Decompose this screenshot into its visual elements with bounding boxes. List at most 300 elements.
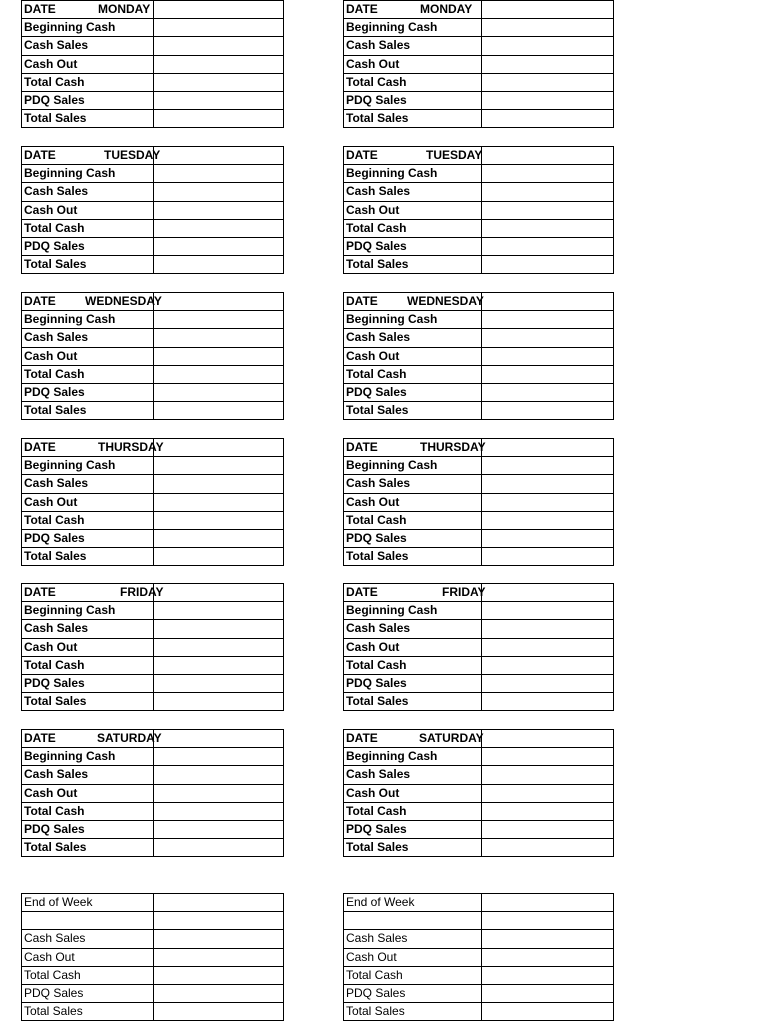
value-cell[interactable] — [154, 967, 284, 984]
value-cell[interactable] — [154, 930, 284, 947]
day-block-saturday-right — [343, 729, 614, 857]
row-label: Cash Sales — [344, 183, 482, 200]
value-cell[interactable] — [482, 693, 614, 710]
row-label: Beginning Cash — [344, 165, 482, 182]
value-cell[interactable] — [482, 894, 614, 911]
pdq-sales-row — [344, 530, 614, 548]
total-sales-row — [22, 110, 284, 128]
day-block-friday-right — [343, 583, 614, 711]
row-label: Total Cash — [344, 366, 482, 383]
row-label: Total Sales — [344, 548, 482, 565]
day-block-friday-left — [21, 583, 284, 711]
date-row — [22, 439, 284, 457]
total-sales-row — [344, 548, 614, 566]
cash-sales-row — [344, 620, 614, 638]
day-name: SATURDAY — [419, 731, 484, 745]
value-cell[interactable] — [154, 74, 284, 91]
value-cell[interactable] — [154, 839, 284, 856]
beginning-cash-row — [344, 748, 614, 766]
value-cell[interactable] — [482, 930, 614, 947]
cash-sales-row — [22, 620, 284, 638]
cash-out-row — [344, 56, 614, 74]
beginning-cash-row — [344, 602, 614, 620]
row-label: Total Cash — [344, 74, 482, 91]
day-name: THURSDAY — [420, 440, 486, 454]
total-cash-row — [344, 967, 614, 985]
value-cell[interactable] — [154, 238, 284, 255]
row-label: PDQ Sales — [344, 821, 482, 838]
row-label: PDQ Sales — [344, 92, 482, 109]
value-cell[interactable] — [154, 693, 284, 710]
row-label: DATE — [22, 1, 154, 18]
row-label: Cash Sales — [22, 475, 154, 492]
day-block-tuesday-left — [21, 146, 284, 274]
row-label: Cash Out — [22, 639, 154, 656]
row-label: End of Week — [22, 894, 154, 911]
row-label: Beginning Cash — [344, 457, 482, 474]
date-row — [22, 147, 284, 165]
cash-out-row — [344, 639, 614, 657]
pdq-sales-row — [344, 821, 614, 839]
beginning-cash-row — [22, 602, 284, 620]
end-of-week-row — [344, 894, 614, 912]
total-cash-row — [344, 220, 614, 238]
value-cell[interactable] — [154, 202, 284, 219]
day-name: TUESDAY — [426, 148, 483, 162]
value-cell[interactable] — [482, 110, 614, 127]
value-cell[interactable] — [154, 821, 284, 838]
row-label: Total Cash — [344, 512, 482, 529]
row-label: Total Cash — [22, 220, 154, 237]
beginning-cash-row — [22, 457, 284, 475]
pdq-sales-row — [22, 821, 284, 839]
date-row — [344, 730, 614, 748]
value-cell[interactable] — [154, 548, 284, 565]
value-cell[interactable] — [154, 348, 284, 365]
date-row — [344, 584, 614, 602]
row-label: Beginning Cash — [22, 165, 154, 182]
row-label: PDQ Sales — [344, 675, 482, 692]
row-label: Beginning Cash — [22, 311, 154, 328]
row-label: Cash Sales — [344, 620, 482, 637]
value-cell[interactable] — [154, 183, 284, 200]
row-label: Cash Out — [22, 494, 154, 511]
value-cell[interactable] — [482, 548, 614, 565]
cash-sales-row — [344, 475, 614, 493]
row-label: DATE — [344, 730, 482, 747]
beginning-cash-row — [22, 311, 284, 329]
row-label: PDQ Sales — [22, 821, 154, 838]
total-sales-row — [344, 693, 614, 711]
value-cell[interactable] — [482, 366, 614, 383]
cash-sales-row — [22, 183, 284, 201]
date-row — [344, 147, 614, 165]
row-label: PDQ Sales — [22, 384, 154, 401]
row-label: Total Cash — [22, 74, 154, 91]
day-block-thursday-left — [21, 438, 284, 566]
row-label — [22, 912, 154, 929]
total-cash-row — [22, 967, 284, 985]
row-label: Cash Out — [344, 56, 482, 73]
row-label: PDQ Sales — [344, 384, 482, 401]
value-cell[interactable] — [482, 530, 614, 547]
row-label: DATE — [22, 293, 154, 310]
pdq-sales-row — [344, 384, 614, 402]
total-cash-row — [344, 74, 614, 92]
total-sales-row — [22, 548, 284, 566]
row-label: Cash Sales — [22, 930, 154, 947]
date-row — [22, 584, 284, 602]
date-row — [344, 293, 614, 311]
pdq-sales-row — [22, 985, 284, 1003]
total-sales-row — [22, 1003, 284, 1021]
value-cell[interactable] — [154, 985, 284, 1002]
row-label: Total Sales — [344, 693, 482, 710]
total-sales-row — [344, 110, 614, 128]
row-label: PDQ Sales — [22, 530, 154, 547]
beginning-cash-row — [22, 748, 284, 766]
beginning-cash-row — [344, 19, 614, 37]
cash-out-row — [344, 202, 614, 220]
row-label: Cash Sales — [22, 766, 154, 783]
total-sales-row — [22, 839, 284, 857]
total-sales-row — [344, 256, 614, 274]
row-label: Total Sales — [344, 839, 482, 856]
value-cell[interactable] — [154, 457, 284, 474]
row-label: Beginning Cash — [344, 602, 482, 619]
day-name: WEDNESDAY — [407, 294, 484, 308]
total-sales-row — [344, 402, 614, 420]
row-label: Total Cash — [22, 366, 154, 383]
value-cell[interactable] — [482, 584, 614, 601]
value-cell[interactable] — [482, 348, 614, 365]
value-cell[interactable] — [482, 92, 614, 109]
end-of-week-row — [22, 894, 284, 912]
value-cell[interactable] — [482, 74, 614, 91]
row-label: PDQ Sales — [22, 675, 154, 692]
beginning-cash-row — [22, 165, 284, 183]
row-label: DATE — [344, 584, 482, 601]
value-cell[interactable] — [482, 475, 614, 492]
value-cell[interactable] — [482, 803, 614, 820]
value-cell[interactable] — [154, 657, 284, 674]
row-label: PDQ Sales — [22, 985, 154, 1002]
row-label: Beginning Cash — [22, 602, 154, 619]
beginning-cash-row — [344, 165, 614, 183]
day-block-tuesday-right — [343, 146, 614, 274]
row-label: Cash Out — [344, 949, 482, 966]
day-name: FRIDAY — [442, 585, 486, 599]
row-label: Total Cash — [22, 512, 154, 529]
day-block-wednesday-right — [343, 292, 614, 420]
value-cell[interactable] — [482, 730, 614, 747]
pdq-sales-row — [22, 675, 284, 693]
blank-row — [344, 912, 614, 930]
day-block-monday-left — [21, 0, 284, 128]
row-label: Cash Out — [344, 494, 482, 511]
total-cash-row — [22, 220, 284, 238]
value-cell[interactable] — [482, 1, 614, 18]
row-label: DATE — [22, 147, 154, 164]
total-cash-row — [344, 366, 614, 384]
row-label: Cash Sales — [344, 37, 482, 54]
value-cell[interactable] — [154, 530, 284, 547]
beginning-cash-row — [344, 457, 614, 475]
cash-sales-row — [22, 37, 284, 55]
day-name: SATURDAY — [97, 731, 162, 745]
day-name: FRIDAY — [120, 585, 164, 599]
row-label: Total Sales — [22, 402, 154, 419]
value-cell[interactable] — [482, 457, 614, 474]
pdq-sales-row — [344, 985, 614, 1003]
pdq-sales-row — [344, 92, 614, 110]
value-cell[interactable] — [482, 785, 614, 802]
row-label — [344, 912, 482, 929]
total-cash-row — [22, 803, 284, 821]
date-row — [22, 730, 284, 748]
row-label: Cash Sales — [344, 930, 482, 947]
cash-out-row — [22, 494, 284, 512]
cash-out-row — [22, 785, 284, 803]
row-label: Cash Out — [22, 348, 154, 365]
value-cell[interactable] — [482, 311, 614, 328]
row-label: Cash Sales — [344, 329, 482, 346]
row-label: Total Sales — [344, 402, 482, 419]
value-cell[interactable] — [154, 620, 284, 637]
day-block-monday-right — [343, 0, 614, 128]
value-cell[interactable] — [482, 512, 614, 529]
cash-out-row — [22, 202, 284, 220]
value-cell[interactable] — [482, 293, 614, 310]
value-cell[interactable] — [482, 56, 614, 73]
value-cell[interactable] — [482, 329, 614, 346]
row-label: Total Sales — [22, 548, 154, 565]
cash-out-row — [22, 348, 284, 366]
value-cell[interactable] — [154, 949, 284, 966]
value-cell[interactable] — [482, 183, 614, 200]
total-cash-row — [344, 512, 614, 530]
value-cell[interactable] — [154, 384, 284, 401]
value-cell[interactable] — [154, 147, 284, 164]
value-cell[interactable] — [482, 985, 614, 1002]
row-label: Beginning Cash — [22, 457, 154, 474]
cash-sales-row — [22, 766, 284, 784]
value-cell[interactable] — [154, 165, 284, 182]
row-label: DATE — [344, 1, 482, 18]
total-cash-row — [344, 657, 614, 675]
end-of-week-block-right — [343, 893, 614, 1021]
value-cell[interactable] — [482, 402, 614, 419]
cash-sales-row — [344, 766, 614, 784]
row-label: Total Cash — [22, 803, 154, 820]
value-cell[interactable] — [154, 402, 284, 419]
value-cell[interactable] — [154, 256, 284, 273]
cash-sales-row — [344, 183, 614, 201]
row-label: PDQ Sales — [344, 530, 482, 547]
total-sales-row — [22, 693, 284, 711]
value-cell[interactable] — [482, 37, 614, 54]
value-cell[interactable] — [482, 19, 614, 36]
value-cell[interactable] — [482, 494, 614, 511]
row-label: Beginning Cash — [344, 311, 482, 328]
value-cell[interactable] — [482, 748, 614, 765]
row-label: Total Cash — [22, 657, 154, 674]
value-cell[interactable] — [154, 584, 284, 601]
row-label: Cash Out — [22, 949, 154, 966]
value-cell[interactable] — [154, 894, 284, 911]
row-label: Cash Sales — [344, 766, 482, 783]
row-label: Total Cash — [344, 657, 482, 674]
total-cash-row — [22, 74, 284, 92]
pdq-sales-row — [22, 384, 284, 402]
value-cell[interactable] — [154, 675, 284, 692]
row-label: Beginning Cash — [344, 748, 482, 765]
row-label: Total Cash — [344, 803, 482, 820]
total-sales-row — [22, 256, 284, 274]
value-cell[interactable] — [482, 1003, 614, 1020]
value-cell[interactable] — [482, 949, 614, 966]
value-cell[interactable] — [482, 439, 614, 456]
row-label: Total Sales — [344, 1003, 482, 1020]
row-label: Total Sales — [22, 693, 154, 710]
day-name: TUESDAY — [104, 148, 161, 162]
value-cell[interactable] — [154, 439, 284, 456]
value-cell[interactable] — [154, 1003, 284, 1020]
row-label: Beginning Cash — [22, 748, 154, 765]
value-cell[interactable] — [482, 220, 614, 237]
end-of-week-block-left — [21, 893, 284, 1021]
value-cell[interactable] — [482, 620, 614, 637]
value-cell[interactable] — [482, 165, 614, 182]
value-cell[interactable] — [154, 748, 284, 765]
value-cell[interactable] — [154, 293, 284, 310]
value-cell[interactable] — [482, 766, 614, 783]
row-label: DATE — [22, 730, 154, 747]
row-label: Total Sales — [344, 110, 482, 127]
row-label: Cash Sales — [22, 620, 154, 637]
row-label: Cash Out — [22, 785, 154, 802]
total-cash-row — [22, 366, 284, 384]
pdq-sales-row — [22, 238, 284, 256]
beginning-cash-row — [22, 19, 284, 37]
value-cell[interactable] — [154, 56, 284, 73]
total-sales-row — [22, 402, 284, 420]
row-label: DATE — [22, 439, 154, 456]
value-cell[interactable] — [482, 202, 614, 219]
total-cash-row — [344, 803, 614, 821]
row-label: Cash Sales — [22, 37, 154, 54]
value-cell[interactable] — [482, 821, 614, 838]
value-cell[interactable] — [482, 839, 614, 856]
value-cell[interactable] — [154, 912, 284, 929]
value-cell[interactable] — [482, 675, 614, 692]
value-cell[interactable] — [154, 475, 284, 492]
pdq-sales-row — [344, 238, 614, 256]
value-cell[interactable] — [482, 384, 614, 401]
row-label: DATE — [344, 439, 482, 456]
value-cell[interactable] — [154, 329, 284, 346]
pdq-sales-row — [22, 92, 284, 110]
total-sales-row — [344, 839, 614, 857]
value-cell[interactable] — [482, 147, 614, 164]
row-label: DATE — [22, 584, 154, 601]
cash-out-row — [344, 949, 614, 967]
row-label: Cash Out — [22, 56, 154, 73]
row-label: Cash Sales — [344, 475, 482, 492]
value-cell[interactable] — [154, 220, 284, 237]
row-label: PDQ Sales — [344, 985, 482, 1002]
row-label: Total Sales — [22, 1003, 154, 1020]
row-label: Total Cash — [344, 967, 482, 984]
row-label: Cash Out — [22, 202, 154, 219]
total-sales-row — [344, 1003, 614, 1021]
row-label: Cash Sales — [22, 183, 154, 200]
value-cell[interactable] — [154, 730, 284, 747]
blank-row — [22, 912, 284, 930]
row-label: Cash Out — [344, 785, 482, 802]
row-label: End of Week — [344, 894, 482, 911]
row-label: Total Sales — [22, 839, 154, 856]
day-name: MONDAY — [420, 2, 473, 16]
value-cell[interactable] — [154, 639, 284, 656]
value-cell[interactable] — [154, 92, 284, 109]
value-cell[interactable] — [482, 256, 614, 273]
cash-sales-row — [344, 930, 614, 948]
value-cell[interactable] — [482, 967, 614, 984]
value-cell[interactable] — [154, 494, 284, 511]
pdq-sales-row — [22, 530, 284, 548]
cash-sales-row — [344, 329, 614, 347]
value-cell[interactable] — [154, 512, 284, 529]
row-label: Cash Sales — [22, 329, 154, 346]
cash-sales-row — [22, 475, 284, 493]
day-name: WEDNESDAY — [85, 294, 162, 308]
value-cell[interactable] — [482, 657, 614, 674]
day-block-thursday-right — [343, 438, 614, 566]
value-cell[interactable] — [154, 602, 284, 619]
value-cell[interactable] — [154, 366, 284, 383]
row-label: Total Cash — [22, 967, 154, 984]
row-label: Total Sales — [22, 110, 154, 127]
row-label: Cash Out — [344, 348, 482, 365]
row-label: Cash Out — [344, 202, 482, 219]
value-cell[interactable] — [482, 912, 614, 929]
total-cash-row — [22, 512, 284, 530]
value-cell[interactable] — [154, 37, 284, 54]
row-label: DATE — [344, 293, 482, 310]
cash-sales-row — [22, 329, 284, 347]
date-row — [22, 293, 284, 311]
value-cell[interactable] — [154, 1, 284, 18]
value-cell[interactable] — [154, 19, 284, 36]
value-cell[interactable] — [154, 766, 284, 783]
value-cell[interactable] — [154, 803, 284, 820]
day-block-wednesday-left — [21, 292, 284, 420]
value-cell[interactable] — [154, 311, 284, 328]
date-row — [22, 1, 284, 19]
cash-out-row — [344, 785, 614, 803]
date-row — [344, 1, 614, 19]
value-cell[interactable] — [482, 639, 614, 656]
value-cell[interactable] — [154, 785, 284, 802]
row-label: Total Cash — [344, 220, 482, 237]
value-cell[interactable] — [154, 110, 284, 127]
date-row — [344, 439, 614, 457]
value-cell[interactable] — [482, 602, 614, 619]
day-name: THURSDAY — [98, 440, 164, 454]
day-name: MONDAY — [98, 2, 151, 16]
value-cell[interactable] — [482, 238, 614, 255]
